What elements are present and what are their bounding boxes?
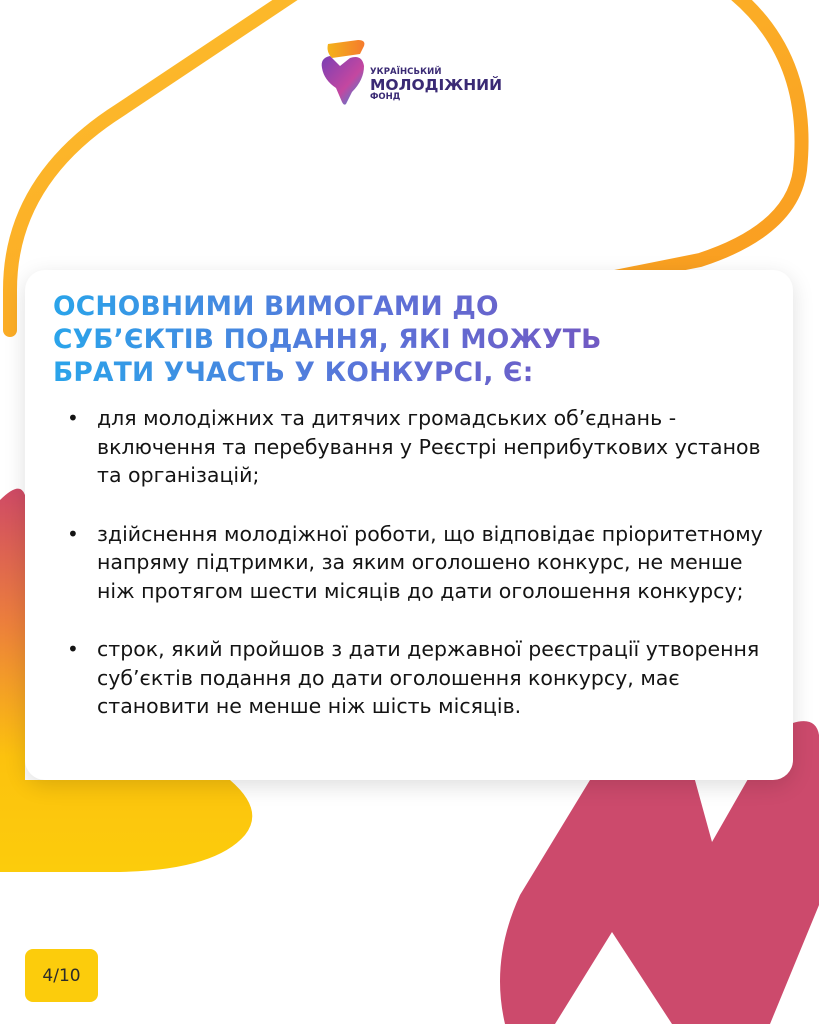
card-title-line3: БРАТИ УЧАСТЬ У КОНКУРСІ, Є: [53, 357, 534, 388]
brand-name-line1: УКРАЇНСЬКИЙ [370, 67, 442, 77]
card-title [53, 290, 773, 389]
brand-logo [318, 36, 508, 110]
list-item [67, 635, 777, 721]
requirement-text: строк, який пройшов з дати державної реєстрації утворення суб’єктів подання до дати оголошення конкурсу, має становити не менше ніж шість місяців. [97, 637, 760, 718]
card-title-line2: СУБ’ЄКТІВ ПОДАННЯ, ЯКІ МОЖУТЬ [53, 324, 602, 355]
requirements-list [67, 404, 777, 751]
list-item [67, 404, 777, 490]
bullet-icon: • [67, 521, 79, 546]
bullet-icon: • [67, 406, 79, 430]
list-item [67, 520, 777, 606]
requirements-card [25, 270, 793, 780]
heart-map-logo-icon [318, 36, 370, 108]
brand-name-line3: ФОНД [370, 92, 401, 103]
requirement-text: здійснення молодіжної роботи, що відповідає пріоритетному напряму підтримки, за яким оголошено конкурс, не менше ніж протягом шести місяців до дати оголошення конкурсу; [97, 521, 763, 603]
requirement-text: для молодіжних та дитячих громадських об’єднань - включення та перебування у Реєстрі неприбуткових установ та організацій; [97, 406, 761, 487]
page-indicator: 4/10 [25, 949, 98, 1002]
brand-name-line2: МОЛОДІЖНИЙ [370, 75, 503, 94]
brand-name [370, 68, 502, 102]
card-title-line1: ОСНОВНИМИ ВИМОГАМИ ДО [53, 291, 499, 322]
bullet-icon: • [67, 637, 79, 661]
